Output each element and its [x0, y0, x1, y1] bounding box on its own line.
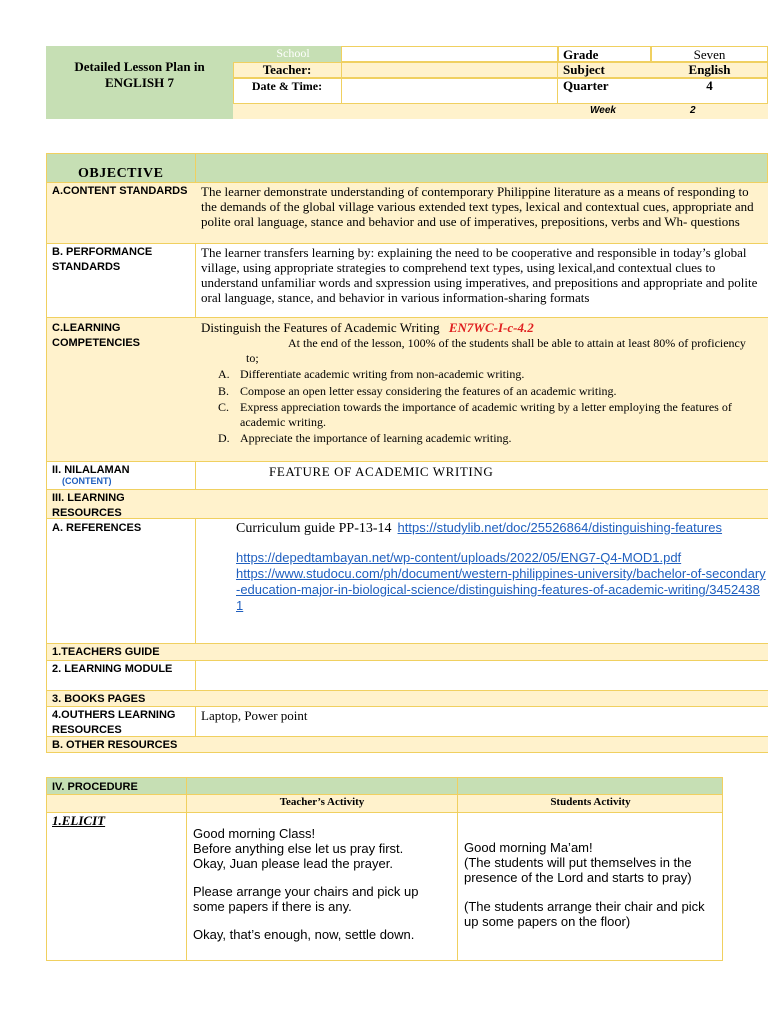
learning-module-label: 2. LEARNING MODULE — [52, 663, 173, 675]
performance-standards-text: The learner transfers learning by: explaining the need to be cooperative and responsible in today’s global village, using appropriate strategies to comprehend text types, using lexical,and contextual clues to understand unfamiliar words and sxpression using imperatives, and prepositions and appropriate and polite oral language, stance, and behavior in various information-sharing formats — [201, 245, 758, 305]
competency-marker: A. — [218, 367, 230, 381]
reference-link-2[interactable]: https://depedtambayan.net/wp-content/uploads/2022/05/ENG7-Q4-MOD1.pdf — [236, 550, 682, 565]
school-value-cell — [341, 46, 558, 62]
competency-text: Compose an open letter essay considering the features of an academic writing. — [240, 383, 617, 398]
teacher-line — [193, 871, 451, 884]
teacher-line: Before anything else let us pray first. — [193, 841, 404, 856]
competency-text: Express appreciation towards the importance of academic writing by a letter employing the features of academic writing. — [240, 400, 732, 429]
grade-value: Seven — [693, 47, 726, 62]
week-row — [233, 104, 768, 119]
teacher-line — [193, 914, 451, 927]
other-resources-label: B. OTHER RESOURCES — [52, 739, 178, 751]
teacher-activity-header: Teacher’s Activity — [279, 796, 365, 808]
teacher-label: Teacher: — [262, 62, 312, 77]
competencies-lead: At the end of the lesson, 100% of the students shall be able to attain at least 80% of proficiency to; — [246, 336, 746, 365]
content-standards-text: The learner demonstrate understanding of contemporary Philippine literature as a means of responding to the demands of the global village various extended text types, lexical and contextual cues, appropriate and polite oral language, stance and behavior and use of imperatives, prepositions, verbs and Wh- questions — [201, 184, 754, 229]
procedure-divider-2 — [457, 777, 458, 961]
week-row-left — [46, 104, 233, 119]
quarter-value: 4 — [706, 78, 713, 93]
content-sublabel: (CONTENT) — [62, 476, 112, 486]
competency-marker: B. — [218, 383, 230, 398]
student-activity-text — [464, 840, 720, 929]
competency-item — [218, 431, 766, 446]
curriculum-line — [236, 519, 766, 538]
references-body — [236, 519, 766, 614]
competencies-label: C.LEARNING COMPETENCIES — [52, 322, 141, 349]
teacher-line: Okay, Juan please lead the prayer. — [193, 856, 393, 871]
books-pages-label: 3. BOOKS PAGES — [52, 693, 146, 705]
datetime-value-cell — [341, 78, 558, 104]
curriculum-prefix: Curriculum guide PP-13-14 — [236, 521, 392, 536]
competency-marker: C. — [218, 400, 230, 414]
student-line-1: Good morning Ma’am! — [464, 840, 593, 855]
procedure-divider-1 — [186, 777, 187, 961]
quarter-label: Quarter — [563, 78, 609, 93]
competency-item — [218, 400, 766, 429]
books-pages-row — [46, 691, 768, 707]
content-standards-label: A.CONTENT STANDARDS — [52, 185, 188, 197]
subject-label: Subject — [563, 62, 605, 77]
student-line-3: (The students arrange their chair and pick up some papers on the floor) — [464, 899, 705, 929]
competency-text: Appreciate the importance of learning academic writing. — [240, 431, 512, 445]
performance-standards-label: B. PERFORMANCE STANDARDS — [52, 246, 153, 273]
teacher-line: Please arrange your chairs and pick up some papers if there is any. — [193, 884, 419, 914]
competency-item — [218, 367, 766, 382]
teacher-activity-text — [193, 826, 451, 942]
objective-left-border — [46, 153, 47, 753]
teacher-line: Okay, that’s enough, now, settle down. — [193, 927, 415, 942]
title-line-2: ENGLISH 7 — [105, 75, 174, 90]
student-activity-header: Students Activity — [550, 796, 631, 808]
reference-spacer — [236, 538, 766, 550]
week-value: 2 — [690, 105, 696, 116]
objective-heading: OBJECTIVE — [78, 166, 164, 181]
competencies-intro-line — [196, 319, 766, 336]
competency-text: Differentiate academic writing from non-academic writing. — [240, 367, 525, 381]
procedure-heading: IV. PROCEDURE — [52, 781, 138, 793]
student-spacer — [464, 885, 720, 899]
school-label: School — [276, 45, 310, 60]
student-line-2: (The students will put themselves in the presence of the Lord and starts to pray) — [464, 855, 692, 885]
content-label: II. NILALAMAN — [52, 464, 130, 476]
other-learning-text: Laptop, Power point — [201, 708, 308, 723]
competencies-list — [196, 367, 766, 446]
reference-link-3[interactable]: https://www.studocu.com/ph/document/western-philippines-university/bachelor-of-secondary-education-major-in-biological-science/distinguishing-features-of-academic-writing/34524381 — [236, 566, 766, 613]
lesson-plan-title — [46, 46, 233, 104]
competencies-body — [196, 319, 766, 448]
title-line-1: Detailed Lesson Plan in — [74, 59, 205, 74]
competencies-intro: Distinguish the Features of Academic Writing — [201, 320, 440, 335]
teacher-line: Good morning Class! — [193, 826, 316, 841]
teachers-guide-label: 1.TEACHERS GUIDE — [52, 646, 160, 658]
references-label: A. REFERENCES — [52, 522, 142, 534]
datetime-label: Date & Time: — [251, 78, 323, 93]
reference-links — [236, 550, 766, 614]
subject-value: English — [688, 62, 731, 77]
week-label: Week — [590, 105, 616, 116]
content-text: FEATURE OF ACADEMIC WRITING — [269, 464, 494, 479]
teacher-value-cell — [341, 62, 558, 78]
learning-resources-label: III. LEARNING RESOURCES — [52, 492, 125, 519]
grade-label: Grade — [563, 47, 599, 62]
competency-marker: D. — [218, 431, 230, 445]
competencies-code: EN7WC-I-c-4.2 — [448, 320, 534, 335]
competency-item — [218, 383, 766, 399]
other-learning-label: 4.OUTHERS LEARNING RESOURCES — [52, 709, 176, 736]
elicit-label: 1.ELICIT — [52, 813, 106, 828]
procedure-header-row — [46, 777, 723, 795]
reference-link-1[interactable]: https://studylib.net/doc/25526864/distinguishing-features — [397, 520, 723, 535]
